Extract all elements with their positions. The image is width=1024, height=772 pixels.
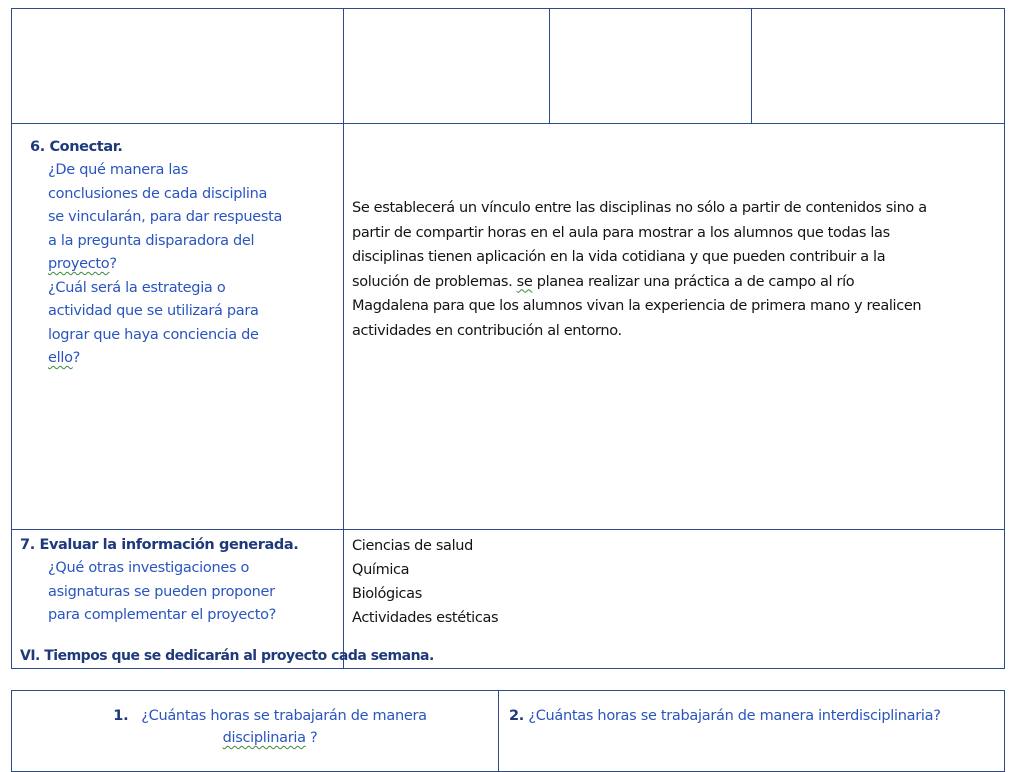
answer-line: Se establecerá un vínculo entre las disciplinas no sólo a partir de contenidos sino a xyxy=(352,200,927,216)
spellcheck-word: ello xyxy=(48,350,73,366)
empty-cell xyxy=(344,9,550,124)
list-item: Ciencias de salud xyxy=(352,538,473,554)
question-line: se vincularán, para dar respuesta xyxy=(48,209,283,225)
question-number: 1. xyxy=(113,708,129,724)
answer-line: disciplinas tienen aplicación en la vida cotidiana y que pueden contribuir a la xyxy=(352,249,886,265)
evaluar-answer-cell xyxy=(344,530,1005,669)
time-table xyxy=(11,690,1005,772)
question-number: 2. xyxy=(509,708,524,724)
question-line xyxy=(48,253,333,277)
answer-text: solución de problemas. xyxy=(352,273,513,290)
question-line: conclusiones de cada disciplina xyxy=(48,185,268,202)
hours-disciplinary-cell xyxy=(12,691,499,772)
question-mark: ? xyxy=(72,350,81,366)
answer-line: partir de compartir horas en el aula para mostrar a los alumnos que todas las xyxy=(352,224,890,241)
question-mark: ? xyxy=(109,256,117,272)
question-line: ¿Qué otras investigaciones o xyxy=(48,560,250,576)
question-line: ¿Cuál será la estrategia o xyxy=(48,279,226,296)
table-row-conectar xyxy=(12,124,1005,530)
question-line: actividad que se utilizará para xyxy=(48,303,259,319)
spellcheck-word: se xyxy=(516,273,533,290)
spellcheck-word: disciplinaria xyxy=(222,730,306,746)
empty-cell xyxy=(550,9,752,124)
conectar-answer-cell xyxy=(344,124,1005,530)
evaluar-heading: 7. Evaluar la información generada. xyxy=(20,537,299,553)
question-line: ¿De qué manera las xyxy=(48,162,188,178)
answer-line xyxy=(352,270,1000,295)
list-item: Actividades estéticas xyxy=(352,610,499,626)
evaluar-answer-list xyxy=(352,534,1000,630)
question-line xyxy=(48,347,333,371)
empty-cell xyxy=(12,9,344,124)
conectar-question xyxy=(30,159,333,371)
question-line: a la pregunta disparadora del xyxy=(48,232,255,249)
question-line: asignaturas se pueden proponer xyxy=(48,583,275,600)
spellcheck-word: proyecto xyxy=(48,256,110,272)
section-vi-title: VI. Tiempos que se dedicarán al proyecto cada semana. xyxy=(20,648,434,664)
project-table xyxy=(11,8,1005,669)
evaluar-question xyxy=(30,557,333,628)
list-item: Biológicas xyxy=(352,586,422,602)
question-mark: ? xyxy=(305,730,318,746)
question-line: lograr que haya conciencia de xyxy=(48,326,259,343)
question-text: ¿Cuántas horas se trabajarán de manera interdisciplinaria? xyxy=(528,708,941,724)
question-text: ¿Cuántas horas se trabajarán de manera xyxy=(141,708,427,724)
conectar-label-cell xyxy=(12,124,344,530)
table-row-empty xyxy=(12,9,1005,124)
table-row xyxy=(12,691,1005,772)
question-line: para complementar el proyecto? xyxy=(48,607,277,623)
hours-interdisciplinary-cell xyxy=(499,691,1005,772)
conectar-heading: 6. Conectar. xyxy=(30,139,123,155)
answer-text: planea realizar una práctica a de campo al río xyxy=(532,273,855,290)
list-item: Química xyxy=(352,562,410,578)
answer-line: Magdalena para que los alumnos vivan la experiencia de primera mano y realicen xyxy=(352,298,922,314)
empty-cell xyxy=(752,9,1005,124)
conectar-answer xyxy=(352,196,1000,343)
answer-line: actividades en contribución al entorno. xyxy=(352,322,622,339)
